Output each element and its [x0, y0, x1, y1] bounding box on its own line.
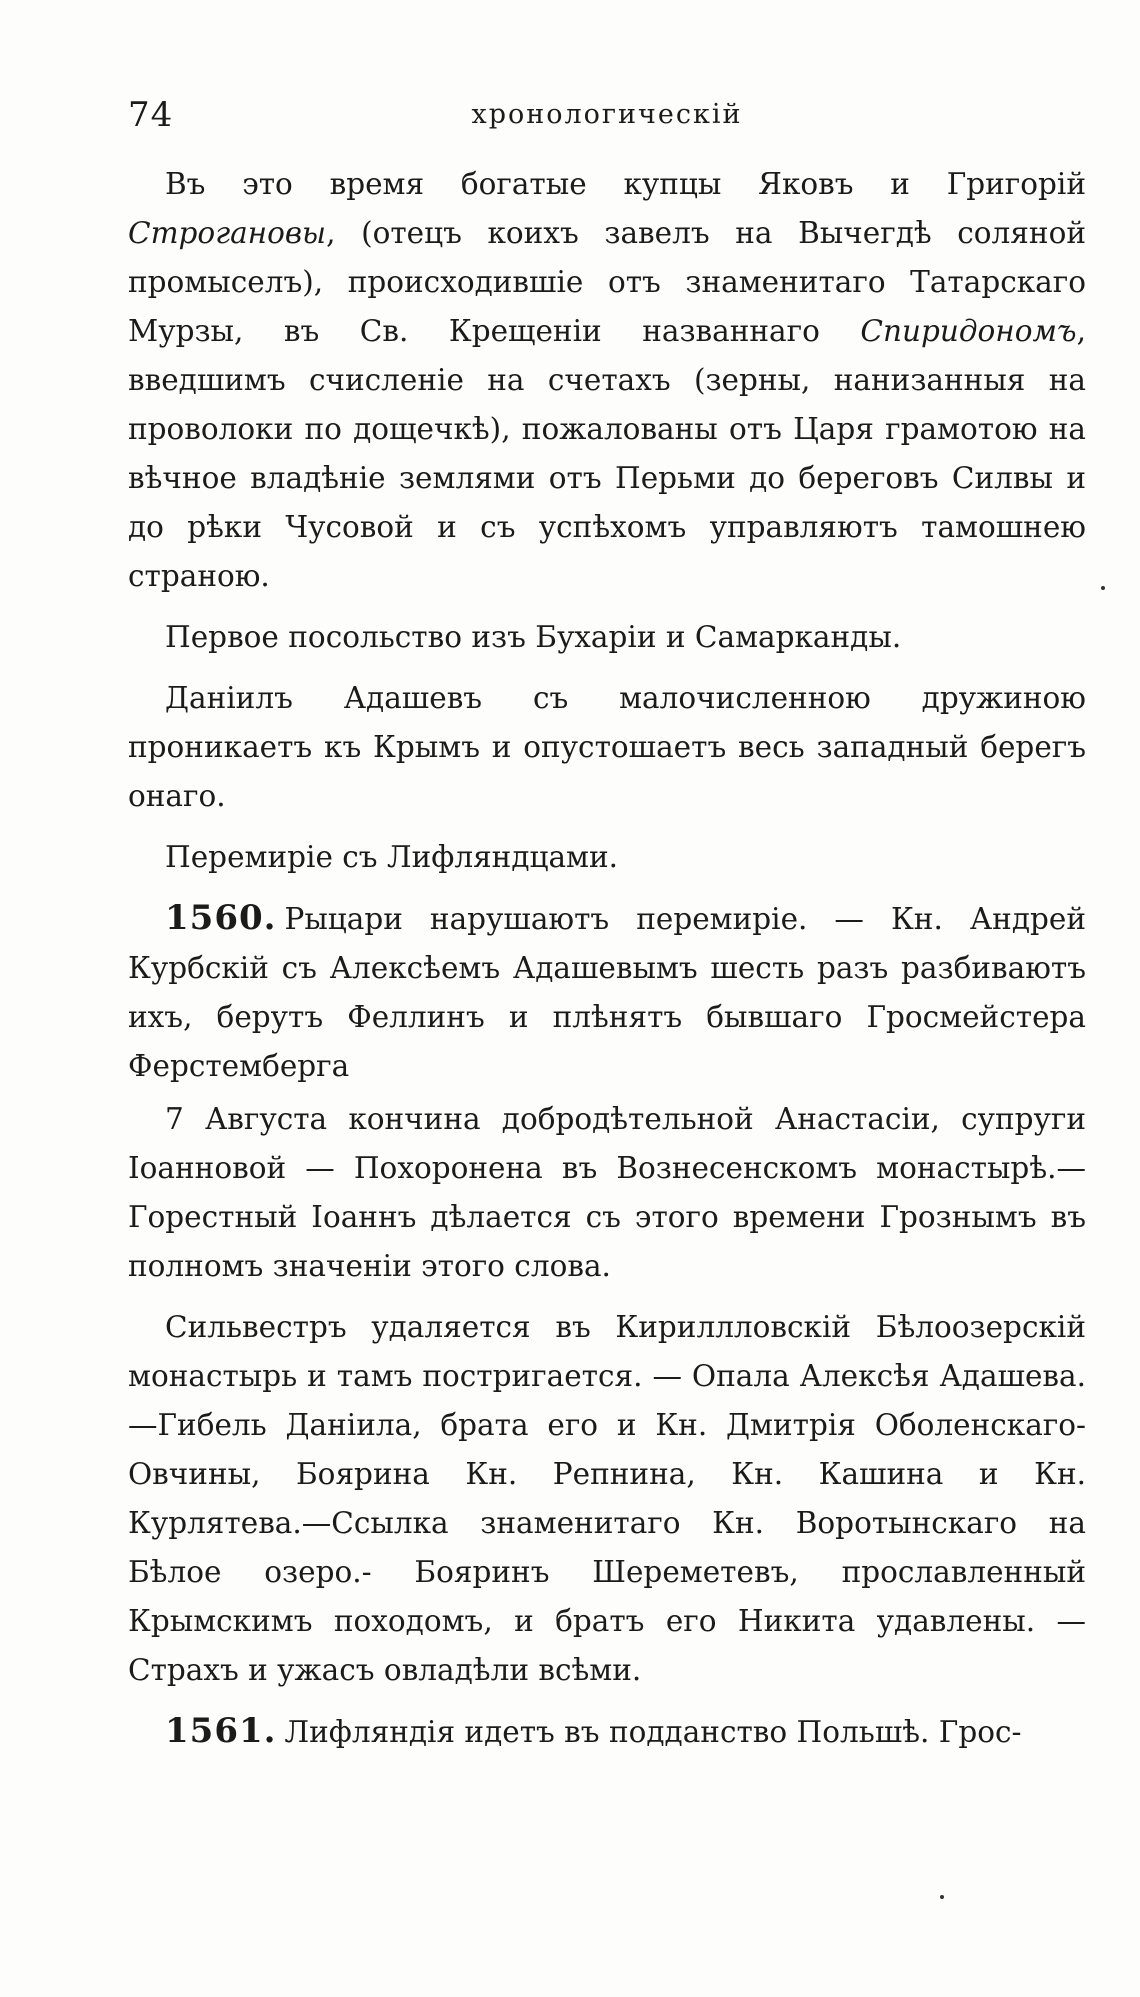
- year-entry-paragraph: [128, 894, 1086, 1091]
- text-paragraph: [128, 1095, 1086, 1291]
- text-paragraph: [128, 674, 1086, 821]
- page-header: [128, 95, 1086, 145]
- text-paragraph: [128, 833, 1086, 882]
- year-heading: 1561.: [165, 1711, 277, 1751]
- text-run: Рыцари нарушаютъ перемирiе. — Кн. Андрей Курбскiй съ Алексѣемъ Адашевымъ шесть разъ разбиваютъ ихъ, берутъ Феллинъ и плѣнятъ бывшаго Гросмейстера Ферстемберга: [128, 902, 1086, 1083]
- text-paragraph: [128, 613, 1086, 662]
- print-speck-1: [1101, 586, 1105, 590]
- text-paragraph: [128, 1303, 1086, 1695]
- text-run: , введшимъ счисленiе на счетахъ (зерны, нанизанныя на проволоки по дощечкѣ), пожалованы отъ Царя грамотою на вѣчное владѣнiе землями отъ Перьми до береговъ Силвы и до рѣки Чусовой и съ успѣхомъ управляютъ тамошнею страною.: [128, 314, 1086, 593]
- text-run: 7 Августа кончина добродѣтельной Анастасiи, супруги Iоанновой — Похоронена въ Вознесенскомъ монастырѣ.—Горестный Iоаннъ дѣлается съ этого времени Грознымъ въ полномъ значенiи этого слова.: [128, 1102, 1086, 1283]
- body-text: [128, 160, 1086, 1769]
- italic-name: Спиридономъ: [860, 314, 1077, 348]
- text-run: , (отецъ коихъ завелъ на Вычегдѣ соляной промыселъ), происходившiе отъ знаменитаго Татарскаго Мурзы, въ Св. Крещенiи названнаго: [128, 216, 1086, 348]
- running-head: хронологическiй: [471, 99, 743, 130]
- text-run: Въ это время богатые купцы Яковъ и Григорiй: [165, 167, 1086, 201]
- italic-name: Строгановы: [128, 216, 327, 250]
- text-run: Первое посольство изъ Бухарiи и Самарканды.: [165, 620, 902, 654]
- year-entry-paragraph: [128, 1707, 1086, 1757]
- page-number: 74: [128, 95, 174, 135]
- text-run: Лифляндiя идетъ въ подданство Польшѣ. Грос-: [284, 1715, 1022, 1749]
- text-run: Данiилъ Адашевъ съ малочисленною дружиною проникаетъ къ Крымъ и опустошаетъ весь западный берегъ онаго.: [128, 681, 1086, 813]
- text-run: Перемирiе съ Лифляндцами.: [165, 840, 619, 874]
- print-speck-2: [940, 1895, 944, 1899]
- year-heading: 1560.: [165, 898, 277, 938]
- text-run: Сильвестръ удаляется въ Кириллловскiй Бѣлоозерскiй монастырь и тамъ постригается. — Опала Алексѣя Адашева.—Гибель Данiила, брата его и Кн. Дмитрiя Оболенскаго-Овчины, Боярина Кн. Репнина, Кн. Кашина и Кн. Курлятева.—Ссылка знаменитаго Кн. Воротынскаго на Бѣлое озеро.- Бояринъ Шереметевъ, прославленный Крымскимъ походомъ, и братъ его Никита удавлены. — Страхъ и ужасъ овладѣли всѣми.: [128, 1310, 1086, 1687]
- text-paragraph: [128, 160, 1086, 601]
